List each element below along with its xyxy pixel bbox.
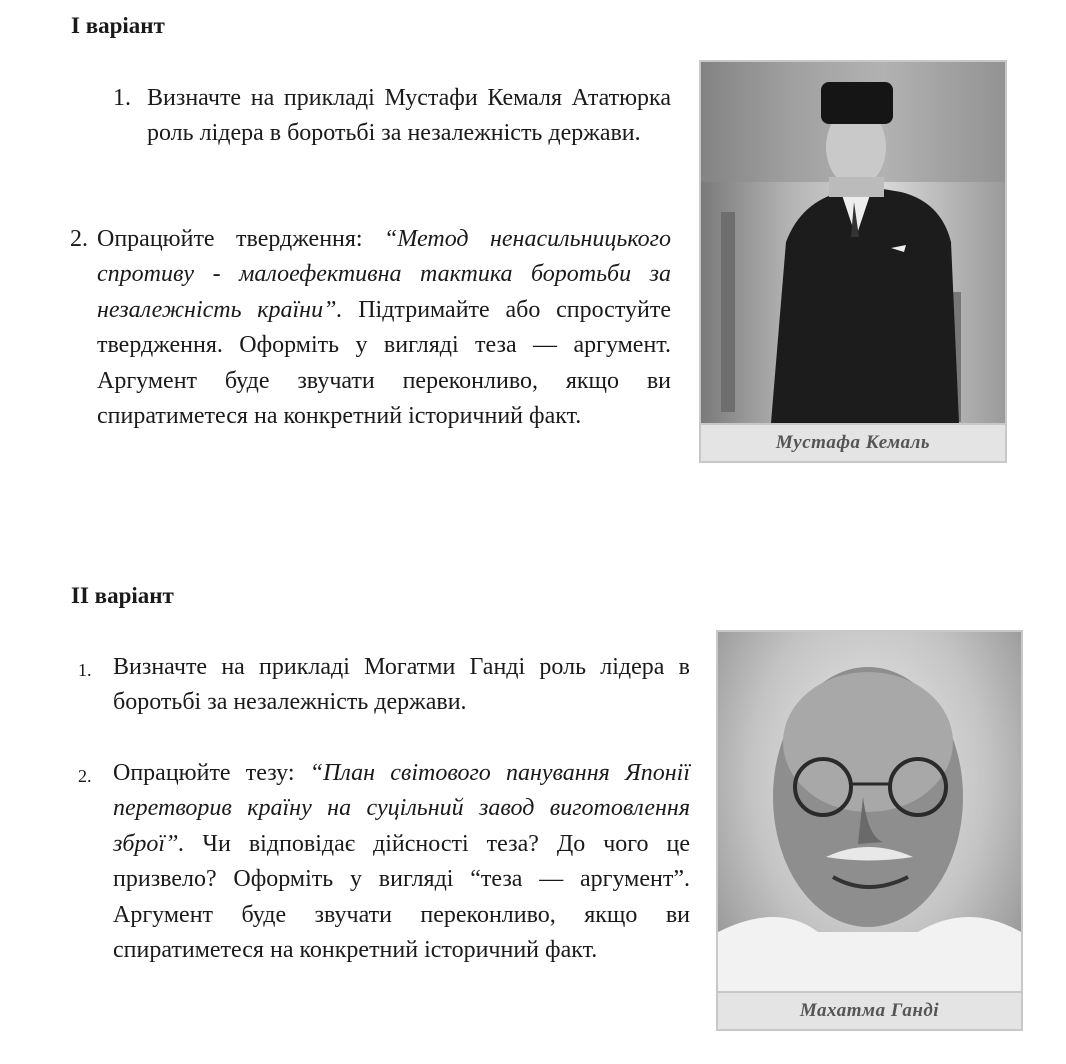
gandhi-figure: [718, 632, 1021, 991]
task-text: Визначте на прикладі Мустафи Кемаля Ататюрка роль лідера в боротьбі за незалежність держави.: [147, 85, 671, 147]
task-quote: “План світового панування Японії перетворив країну на суцільний завод виготовлення зброї”.: [113, 760, 690, 857]
variant-1-heading: I варіант: [71, 13, 165, 38]
task-number: 1.: [78, 660, 92, 680]
task-number: 2.: [78, 766, 92, 786]
variant-1-task-2: [70, 222, 672, 434]
variant-1-task-1: [113, 81, 671, 152]
portrait-ataturk: [699, 60, 1007, 463]
variant-2-heading: II варіант: [71, 583, 174, 608]
task-lead: Опрацюйте тезу:: [113, 760, 310, 786]
task-text: [97, 222, 671, 434]
task-number: 1.: [113, 85, 131, 111]
variant-2-task-2: [78, 756, 690, 968]
task-text: [113, 756, 690, 968]
ataturk-photo: [701, 62, 1005, 423]
variant-2-task-1: [78, 650, 690, 721]
ataturk-figure: [701, 62, 1005, 423]
task-lead: Опрацюйте твердження:: [97, 226, 385, 252]
portrait-gandhi: [716, 630, 1023, 1031]
task-number: 2.: [70, 226, 88, 252]
photo-caption: Махатма Ганді: [718, 991, 1021, 1029]
task-rest: Підтримайте або спростуйте твердження. Оформіть у вигляді теза — аргумент. Аргумент буде звучати переконливо, якщо ви спиратиметеся на конкретний історичний факт.: [97, 296, 671, 430]
gandhi-photo: [718, 632, 1021, 991]
photo-caption: Мустафа Кемаль: [701, 423, 1005, 461]
task-text: Визначте на прикладі Могатми Ганді роль лідера в боротьбі за незалежність держави.: [113, 654, 690, 716]
task-rest: Чи відповідає дійсності теза? До чого це призвело? Оформіть у вигляді “теза — аргумент”. Аргумент буде звучати переконливо, якщо ви спиратиметеся на конкретний історичний факт.: [113, 830, 690, 964]
task-quote: “Метод ненасильницького спротиву - малоефективна тактика боротьби за незалежність країни”.: [97, 226, 672, 323]
